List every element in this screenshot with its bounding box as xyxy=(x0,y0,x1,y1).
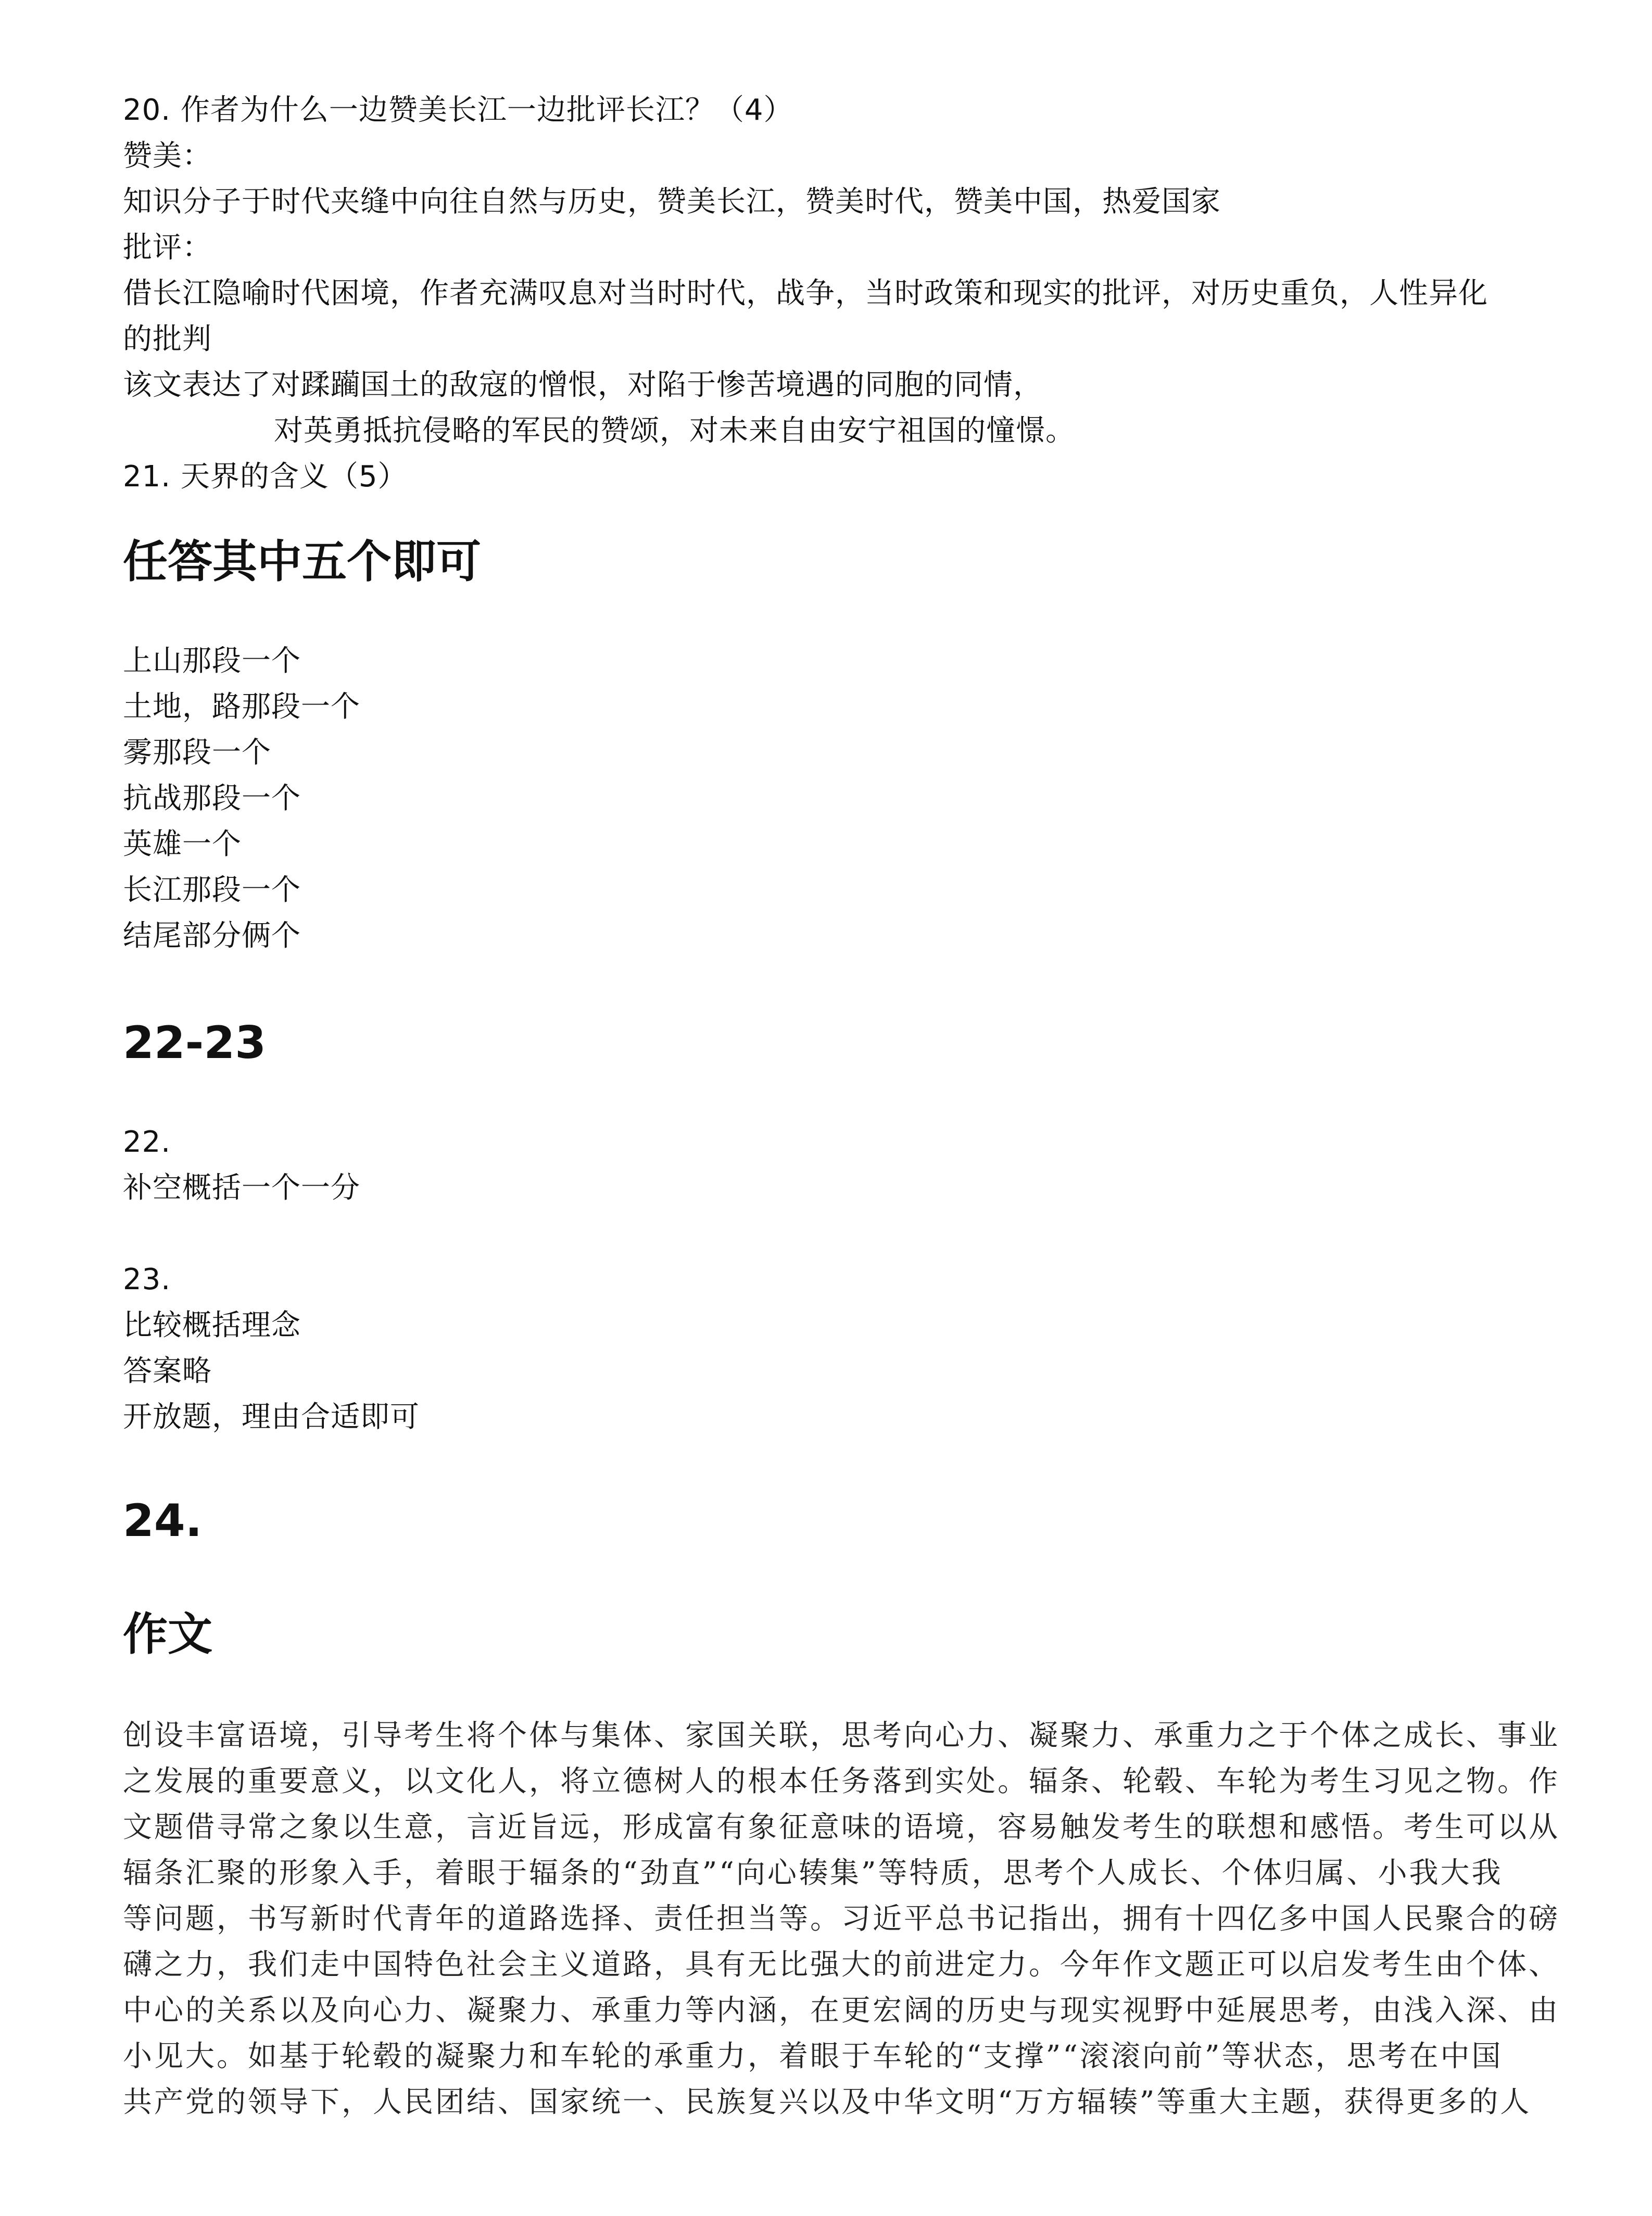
q22-number: 22. xyxy=(123,1125,171,1159)
paragraph-line: 创设丰富语境，引导考生将个体与集体、家国关联，思考向心力、凝聚力、承重力之于个体之成长、事业 xyxy=(123,1719,1560,1753)
q23-line: 答案略 xyxy=(123,1354,212,1388)
q21-item-list xyxy=(123,638,1549,959)
list-item: 长江那段一个 xyxy=(123,873,301,907)
q20-summary-line-2: 对英勇抵抗侵略的军民的赞颂，对未来自由安宁祖国的憧憬。 xyxy=(274,414,1075,448)
list-item: 土地，路那段一个 xyxy=(123,690,360,724)
paragraph-line: 礴之力，我们走中国特色社会主义道路，具有无比强大的前进定力。今年作文题正可以启发考生由个体、 xyxy=(123,1948,1560,1982)
q24-subheading: 作文 xyxy=(123,1608,212,1660)
q20-critique-line-2: 的批判 xyxy=(123,322,212,356)
q20-title: 20. 作者为什么一边赞美长江一边批评长江？（4） xyxy=(123,93,793,127)
q23-line: 比较概括理念 xyxy=(123,1308,301,1342)
list-item: 英雄一个 xyxy=(123,827,242,861)
q20-praise-label: 赞美： xyxy=(123,139,212,173)
paragraph-line: 文题借寻常之象以生意，言近旨远，形成富有象征意味的语境，容易触发考生的联想和感悟。考生可以从 xyxy=(123,1810,1560,1844)
q23-line: 开放题，理由合适即可 xyxy=(123,1400,420,1434)
paragraph-line: 之发展的重要意义，以文化人，将立德树人的根本任务落到实处。辐条、轮毂、车轮为考生习见之物。作 xyxy=(123,1765,1560,1798)
list-item: 结尾部分俩个 xyxy=(123,919,301,953)
q21-heading: 任答其中五个即可 xyxy=(123,536,481,588)
q22-23-heading: 22-23 xyxy=(123,1017,267,1069)
paragraph-line: 小见大。如基于轮毂的凝聚力和车轮的承重力，着眼于车轮的“支撑”“滚滚向前”等状态，思考在中国 xyxy=(123,2039,1503,2073)
q24-heading: 24. xyxy=(123,1495,203,1547)
list-item: 抗战那段一个 xyxy=(123,782,301,815)
paragraph-line: 共产党的领导下，人民团结、国家统一、民族复兴以及中华文明“万方辐辏”等重大主题，获得更多的人 xyxy=(123,2085,1532,2119)
q22-text: 补空概括一个一分 xyxy=(123,1171,360,1205)
q24-paragraph xyxy=(123,1713,1560,2125)
paragraph-line: 等问题，书写新时代青年的道路选择、责任担当等。习近平总书记指出，拥有十四亿多中国人民聚合的磅 xyxy=(123,1902,1560,1936)
document-page xyxy=(123,87,1560,2125)
q21-title: 21. 天界的含义（5） xyxy=(123,460,408,494)
list-item: 上山那段一个 xyxy=(123,644,301,678)
paragraph-line: 中心的关系以及向心力、凝聚力、承重力等内涵，在更宏阔的历史与现实视野中延展思考，由浅入深、由 xyxy=(123,1994,1560,2028)
q23-number: 23. xyxy=(123,1263,171,1296)
list-item: 雾那段一个 xyxy=(123,736,271,770)
q20-critique-line-1: 借长江隐喻时代困境，作者充满叹息对当时时代，战争，当时政策和现实的批评，对历史重负，人性异化 xyxy=(123,276,1488,310)
q20-critique-label: 批评： xyxy=(123,231,212,265)
q20-praise-text: 知识分子于时代夹缝中向往自然与历史，赞美长江，赞美时代，赞美中国，热爱国家 xyxy=(123,185,1221,219)
paragraph-line: 辐条汇聚的形象入手，着眼于辐条的“劲直”“向心辏集”等特质，思考个人成长、个体归属、小我大我 xyxy=(123,1856,1503,1890)
q20-summary-line-1: 该文表达了对蹂躏国土的敌寇的憎恨，对陷于惨苦境遇的同胞的同情， xyxy=(123,368,1043,402)
